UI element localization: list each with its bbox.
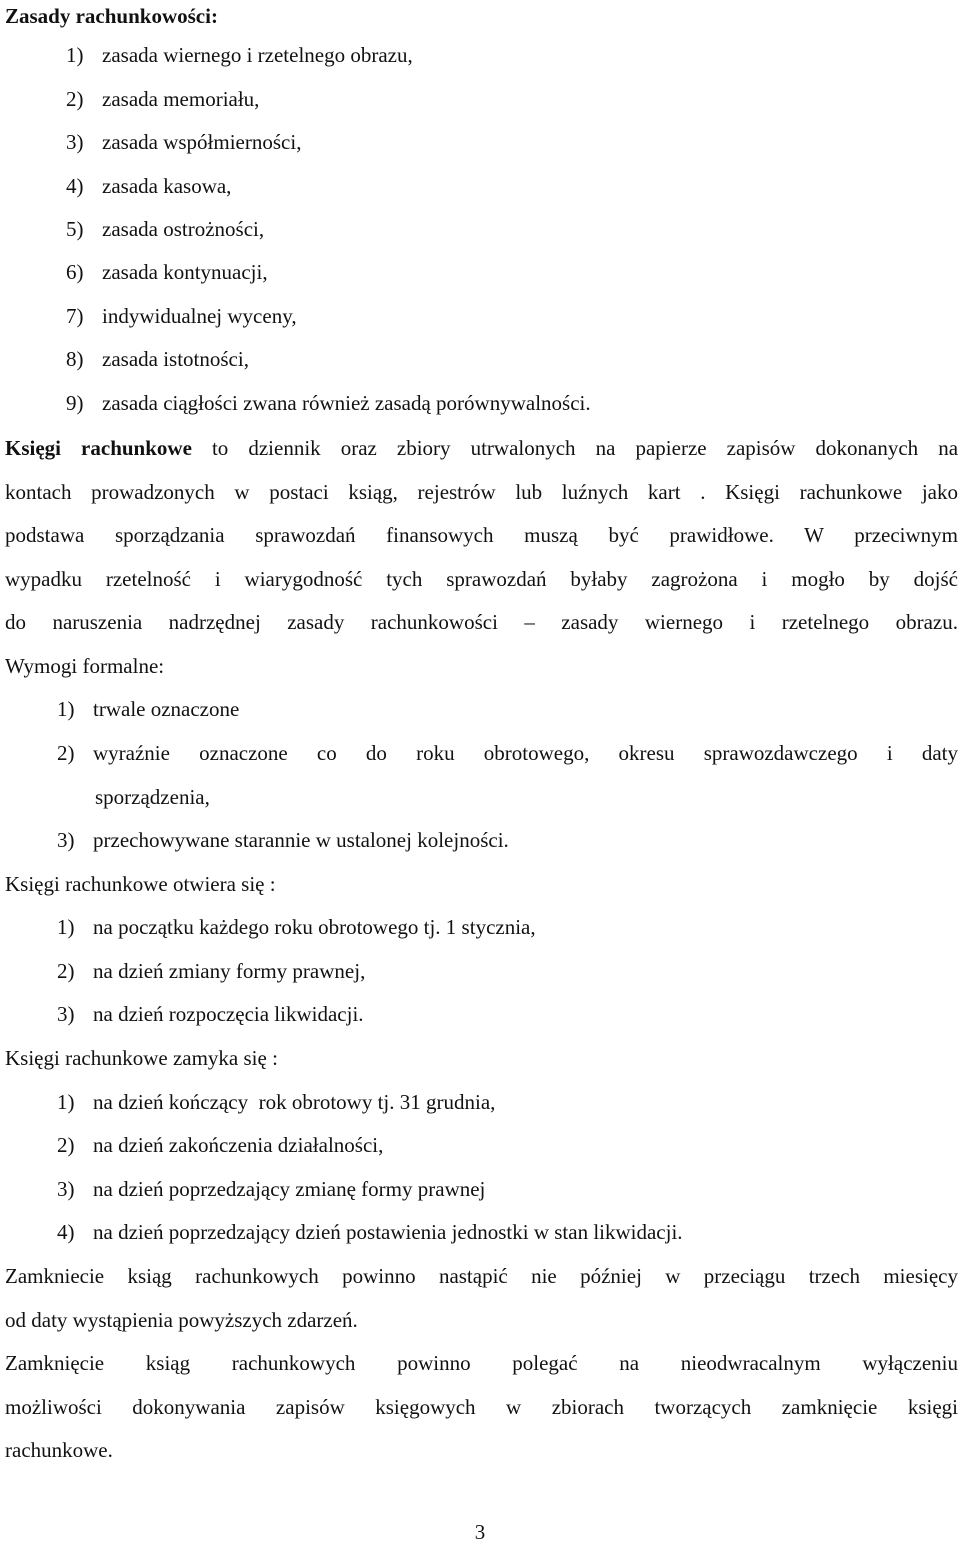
list-item <box>66 217 958 241</box>
list-number: 4) <box>57 1220 75 1244</box>
list-text: zasada współmierności, <box>102 130 302 154</box>
list-text: trwale oznaczone <box>93 697 240 721</box>
list-text: na dzień poprzedzający dzień postawienia jednostki w stan likwidacji. <box>93 1220 683 1244</box>
paragraph-line: Zamknięcie ksiąg rachunkowych powinno polegać na nieodwracalnym wyłączeniu <box>5 1351 958 1375</box>
paragraph-line: kontach prowadzonych w postaci ksiąg, rejestrów lub luźnych kart . Księgi rachunkowe jako <box>5 480 958 504</box>
section-title: Księgi rachunkowe otwiera się : <box>5 872 276 896</box>
list-item <box>57 1090 958 1114</box>
list-item <box>66 43 958 67</box>
list-text: zasada memoriału, <box>102 87 260 111</box>
list-item <box>57 828 958 852</box>
list-number: 1) <box>57 915 75 939</box>
list-text: przechowywane starannie w ustalonej kolejności. <box>93 828 509 852</box>
list-number: 2) <box>66 87 84 111</box>
list-text: zasada ostrożności, <box>102 217 265 241</box>
list-number: 3) <box>57 1177 75 1201</box>
list-item <box>57 1220 958 1244</box>
list-item <box>66 391 958 415</box>
list-text: zasada wiernego i rzetelnego obrazu, <box>102 43 413 67</box>
list-item <box>57 697 958 721</box>
list-item <box>57 1002 958 1026</box>
paragraph-line: możliwości dokonywania zapisów księgowych w zbiorach tworzących zamknięcie księgi <box>5 1395 958 1419</box>
paragraph-text: to dziennik oraz zbiory utrwalonych na papierze zapisów dokonanych na <box>191 436 959 460</box>
list-item <box>57 915 958 939</box>
list-number: 8) <box>66 347 84 371</box>
list-text: zasada ciągłości zwana również zasadą porównywalności. <box>102 391 591 415</box>
list-number: 1) <box>66 43 84 67</box>
paragraph-line: podstawa sporządzania sprawozdań finansowych muszą być prawidłowe. W przeciwnym <box>5 523 958 547</box>
list-number: 1) <box>57 697 75 721</box>
list-item <box>66 130 958 154</box>
list-number: 6) <box>66 260 84 284</box>
list-text: na dzień poprzedzający zmianę formy prawnej <box>93 1177 486 1201</box>
list-item <box>66 174 958 198</box>
list-text: na dzień rozpoczęcia likwidacji. <box>93 1002 364 1026</box>
list-text: zasada istotności, <box>102 347 249 371</box>
list-item <box>57 1177 958 1201</box>
page-number: 3 <box>474 1520 486 1544</box>
list-number: 2) <box>57 959 75 983</box>
paragraph-line: Zamkniecie ksiąg rachunkowych powinno nastąpić nie później w przeciągu trzech miesięcy <box>5 1264 958 1288</box>
list-text: zasada kontynuacji, <box>102 260 268 284</box>
list-item-continuation: sporządzenia, <box>95 785 210 809</box>
list-number: 3) <box>66 130 84 154</box>
list-number: 3) <box>57 828 75 852</box>
list-text: na dzień zmiany formy prawnej, <box>93 959 366 983</box>
list-number: 2) <box>57 741 75 765</box>
list-number: 2) <box>57 1133 75 1157</box>
list-number: 7) <box>66 304 84 328</box>
paragraph-line: wypadku rzetelność i wiarygodność tych sprawozdań byłaby zagrożona i mogło by dojść <box>5 567 958 591</box>
list-number: 5) <box>66 217 84 241</box>
section-title: Księgi rachunkowe zamyka się : <box>5 1046 278 1070</box>
list-text: indywidualnej wyceny, <box>102 304 297 328</box>
list-item <box>66 347 958 371</box>
list-text: wyraźnie oznaczone co do roku obrotowego, okresu sprawozdawczego i daty <box>93 741 958 765</box>
list-item <box>66 87 958 111</box>
list-text: na dzień zakończenia działalności, <box>93 1133 384 1157</box>
paragraph-line <box>5 436 958 460</box>
list-item <box>66 304 958 328</box>
list-number: 4) <box>66 174 84 198</box>
list-number: 1) <box>57 1090 75 1114</box>
paragraph-line: do naruszenia nadrzędnej zasady rachunkowości – zasady wiernego i rzetelnego obrazu. <box>5 610 958 634</box>
list-text: zasada kasowa, <box>102 174 232 198</box>
list-item <box>66 260 958 284</box>
list-text: na dzień kończący rok obrotowy tj. 31 grudnia, <box>93 1090 496 1114</box>
section-title: Wymogi formalne: <box>5 654 165 678</box>
list-item <box>57 1133 958 1157</box>
list-item <box>57 959 958 983</box>
bold-term: Księgi rachunkowe <box>5 436 192 460</box>
paragraph-line: od daty wystąpienia powyższych zdarzeń. <box>5 1308 358 1332</box>
list-text: na początku każdego roku obrotowego tj. 1 stycznia, <box>93 915 536 939</box>
list-number: 9) <box>66 391 84 415</box>
section-heading: Zasady rachunkowości: <box>5 4 218 28</box>
list-item <box>57 741 958 765</box>
list-number: 3) <box>57 1002 75 1026</box>
paragraph-line: rachunkowe. <box>5 1438 113 1462</box>
